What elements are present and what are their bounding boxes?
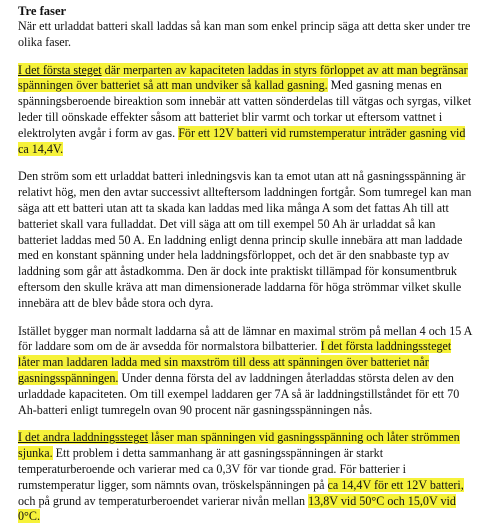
paragraph-second-charging-step — [18, 430, 473, 525]
highlight-voltage-range: 13,8V vid 50°C och 15,0V vid 0°C. — [18, 493, 456, 524]
highlight-first-charging-step: I det första laddningssteget låter man laddaren ladda med sin maxström till dess att spänningen över batteriet når gasningsspänningen. — [18, 339, 452, 385]
text-charger-current: Istället bygger man normalt laddarna så att de lämnar en maximal ström på mellan 4 och 15 A för laddare som om de är avsedda för normalstora bilbatterier. — [18, 323, 472, 354]
highlight-gasning-voltage: För ett 12V batteri vid rumstemperatur inträder gasning vid ca 14,4V. — [18, 125, 466, 156]
text-temperature-variation: och på grund av temperaturberoendet varierar nivån mellan — [18, 493, 309, 508]
highlight-second-step: låser man spänningen vid gasningsspänning och låter strömmen sjunka. — [18, 430, 460, 461]
intro-paragraph: När ett urladdat batteri skall laddas så kan man som enkel princip säga att detta sker under tre olika faser. — [18, 19, 471, 49]
highlight-underlined-second-step: I det andra laddningssteget — [18, 430, 148, 445]
paragraph-current-rule: Den ström som ett urladdat batteri inledningsvis kan ta emot utan att nå gasningsspänning är relativt hög, men den avtar successivt allteftersom laddningen fortgår. Som tumregel kan man säga att ett batteri utan att ta skada kan laddas med lika många A som det fattas Ah till att batteriet skall vara fulladdat. Det vill säga att om till exempel 50 Ah är urladdat så kan batteriet laddas med 50 A. En laddning enligt denna princip skulle innebära att man laddade med en konstant spänning under hela laddningsförloppet, och det är den snabbaste typ av laddning som går att åstadkomma. Den är dock inte praktiskt tillämpad för konsumentbruk eftersom den skulle kräva att man dimensionerade laddarna för höga strömmar vilket skulle innebära att de blev både stora och dyra. — [18, 169, 472, 310]
text-gasning-explanation: Med gasning menas en spänningsberoende bireaktion som innebär att vatten sönderdelas till vätgas och syrgas, vilket leder till oönskade effekter såsom att batteriet blir varmt och torkar ut eftersom vattnet i elektrolyten avgår i form av gas. — [18, 78, 472, 140]
highlight-underlined-first-step: I det första steget — [18, 62, 102, 77]
highlight-threshold-voltage: ca 14,4V för ett 12V batteri, — [327, 477, 464, 492]
highlight-first-step: där merparten av kapaciteten laddas in styrs förloppet av att man begränsar spänningen över batteriet så att man undviker så kallad gasning. — [18, 62, 468, 93]
text-temperature-dependence: Ett problem i detta sammanhang är att gasningsspänningen är starkt temperaturberoende och varierar med ca 0,3V för var tionde grad. För batterier i rumstemperatur ligger, som nämnts ovan, tröskelspänningen på — [18, 446, 406, 492]
text-first-phase-capacity: Under denna första del av laddningen återladdas största delen av den urladdade kapaciteten. Om till exempel laddaren ger 7A så är laddningstillståndet för ett 70 Ah-batteri enligt tumregeln ovan 90 procent när gasningsspänningen nås. — [18, 370, 460, 417]
section-heading: Tre faser — [18, 4, 67, 18]
paragraph-first-phase — [18, 63, 473, 158]
paragraph-first-charging-step — [18, 324, 473, 419]
